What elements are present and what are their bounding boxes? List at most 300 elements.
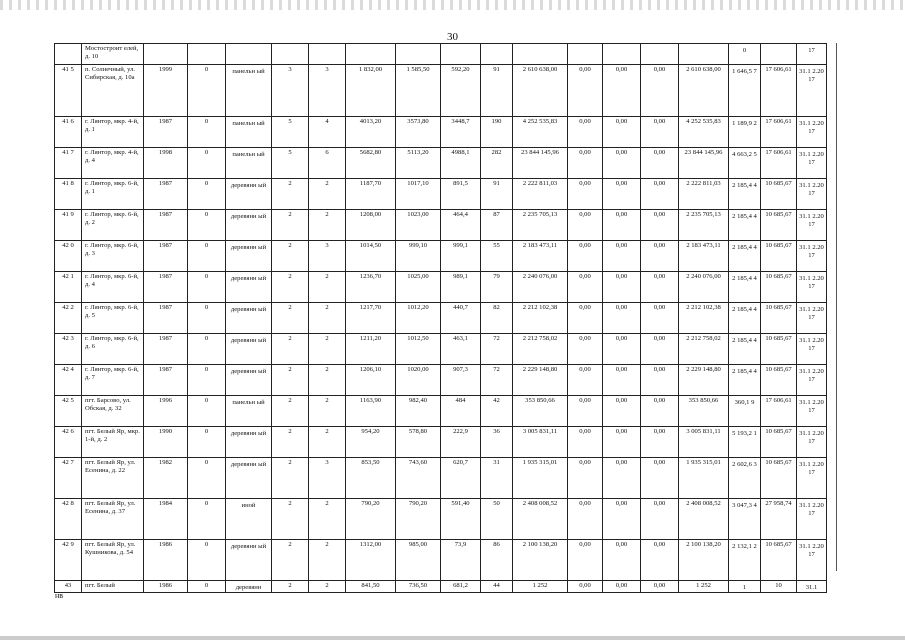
cell-total-area: 1206,10 <box>346 365 396 396</box>
cell-unit-cost: 2 185,4 4 <box>729 272 761 303</box>
cell-entrances: 2 <box>309 365 346 396</box>
cell-total-area: 4013,20 <box>346 117 396 148</box>
cell-cost-fund: 0,00 <box>568 499 603 540</box>
cell-total-cost: 2 222 811,03 <box>513 179 568 210</box>
cell-residential-area: 1017,10 <box>396 179 441 210</box>
cell-total-cost: 4 252 535,83 <box>513 117 568 148</box>
cell-floors: 2 <box>272 458 309 499</box>
cell-cost-owners: 1 935 315,01 <box>679 458 729 499</box>
cell-row-number: 42 7 <box>55 458 82 499</box>
cell-unit-cost: 5 193,2 1 <box>729 427 761 458</box>
cell-total-cost: 3 005 831,11 <box>513 427 568 458</box>
cell-address: пгт. Барсово, ул. Обская, д. 32 <box>82 396 144 427</box>
cell-residential-area: 1 585,50 <box>396 65 441 117</box>
cell-cost-local: 0,00 <box>641 303 679 334</box>
cell-year: 1999 <box>144 65 188 117</box>
cell-cost-owners: 3 005 831,11 <box>679 427 729 458</box>
cell-year: 1987 <box>144 117 188 148</box>
cell-area-3: 3448,7 <box>441 117 481 148</box>
cell-floors: 2 <box>272 303 309 334</box>
cell-wall-material <box>226 44 272 65</box>
cell-area-3: 463,1 <box>441 334 481 365</box>
cell-cost-local: 0,00 <box>641 210 679 241</box>
cell-residents: 44 <box>481 581 513 593</box>
cell-wall-material: деревянн ый <box>226 303 272 334</box>
cell-floors: 2 <box>272 499 309 540</box>
cell-unit-cost: 2 132,1 2 <box>729 540 761 581</box>
cell-total-area: 1014,50 <box>346 241 396 272</box>
table-row <box>55 148 827 179</box>
cell-residential-area: 999,10 <box>396 241 441 272</box>
cell-max-unit-cost: 10 685,67 <box>761 365 797 396</box>
cell-col3: 0 <box>188 540 226 581</box>
cell-cost-fund: 0,00 <box>568 427 603 458</box>
cell-total-area: 1236,70 <box>346 272 396 303</box>
cell-max-unit-cost: 10 685,67 <box>761 241 797 272</box>
cell-cost-owners: 2 222 811,03 <box>679 179 729 210</box>
cell-year: 1982 <box>144 458 188 499</box>
cell-residential-area: 1023,00 <box>396 210 441 241</box>
table-margin-column <box>822 43 837 571</box>
cell-cost-local: 0,00 <box>641 65 679 117</box>
cell-entrances: 3 <box>309 458 346 499</box>
cell-max-unit-cost: 10 685,67 <box>761 272 797 303</box>
cell-cost-region: 0,00 <box>603 117 641 148</box>
cell-max-unit-cost: 10 685,67 <box>761 334 797 365</box>
cell-residents: 87 <box>481 210 513 241</box>
cell-col3: 0 <box>188 396 226 427</box>
cell-row-number: 42 9 <box>55 540 82 581</box>
table-row <box>55 365 827 396</box>
cell-entrances: 2 <box>309 499 346 540</box>
cell-floors: 2 <box>272 334 309 365</box>
cell-cost-fund: 0,00 <box>568 148 603 179</box>
cell-completion-date: 31.1 2.20 17 <box>797 117 827 148</box>
cell-cost-owners: 23 844 145,96 <box>679 148 729 179</box>
cell-cost-region: 0,00 <box>603 334 641 365</box>
cell-total-cost: 2 610 638,00 <box>513 65 568 117</box>
cell-residents: 91 <box>481 65 513 117</box>
cell-max-unit-cost: 17 606,61 <box>761 148 797 179</box>
cell-entrances: 2 <box>309 303 346 334</box>
cell-cost-local: 0,00 <box>641 241 679 272</box>
cell-area-3: 73,9 <box>441 540 481 581</box>
cell-residents: 82 <box>481 303 513 334</box>
cell-entrances: 2 <box>309 334 346 365</box>
cell-row-number: 41 7 <box>55 148 82 179</box>
cell-max-unit-cost: 10 <box>761 581 797 593</box>
cell-row-number: 41 5 <box>55 65 82 117</box>
cell-completion-date: 31.1 2.20 17 <box>797 458 827 499</box>
table-row <box>55 581 827 593</box>
cell-cost-local <box>641 44 679 65</box>
cell-residential-area: 743,60 <box>396 458 441 499</box>
table-row <box>55 65 827 117</box>
cell-cost-owners: 2 100 138,20 <box>679 540 729 581</box>
cell-row-number: 43 <box>55 581 82 593</box>
cell-area-3: 484 <box>441 396 481 427</box>
cell-completion-date: 31.1 2.20 17 <box>797 303 827 334</box>
cell-cost-local: 0,00 <box>641 272 679 303</box>
cell-cost-fund: 0,00 <box>568 581 603 593</box>
cell-wall-material: панельн ый <box>226 148 272 179</box>
cell-col3: 0 <box>188 272 226 303</box>
cell-row-number: 41 8 <box>55 179 82 210</box>
cell-cost-fund: 0,00 <box>568 334 603 365</box>
cell-cost-local: 0,00 <box>641 581 679 593</box>
cell-total-cost: 2 100 138,20 <box>513 540 568 581</box>
cell-wall-material: деревянн ый <box>226 241 272 272</box>
cell-entrances: 2 <box>309 272 346 303</box>
cell-address: г. Лянтор, мкр. 4-й, д. 4 <box>82 148 144 179</box>
cell-row-number: 42 8 <box>55 499 82 540</box>
cell-residential-area: 1012,20 <box>396 303 441 334</box>
cell-residential-area: 3573,80 <box>396 117 441 148</box>
cell-cost-region: 0,00 <box>603 241 641 272</box>
cell-area-3: 464,4 <box>441 210 481 241</box>
cell-cost-owners: 2 212 102,38 <box>679 303 729 334</box>
cell-max-unit-cost: 17 606,61 <box>761 117 797 148</box>
cell-residential-area: 5113,20 <box>396 148 441 179</box>
scan-edge-bottom <box>0 636 905 640</box>
cell-col3: 0 <box>188 334 226 365</box>
cell-cost-region <box>603 44 641 65</box>
cell-entrances: 4 <box>309 117 346 148</box>
cell-unit-cost: 2 185,4 4 <box>729 179 761 210</box>
cell-cost-local: 0,00 <box>641 179 679 210</box>
cell-address: п. Солнечный, ул. Сибирская, д. 10а <box>82 65 144 117</box>
cell-wall-material: деревянн <box>226 581 272 593</box>
cell-cost-region: 0,00 <box>603 581 641 593</box>
cell-residential-area: 1020,00 <box>396 365 441 396</box>
cell-max-unit-cost: 17 606,61 <box>761 396 797 427</box>
cell-total-cost: 353 850,66 <box>513 396 568 427</box>
cell-year: 1996 <box>144 396 188 427</box>
cell-total-area <box>346 44 396 65</box>
cell-cost-owners: 2 235 705,13 <box>679 210 729 241</box>
cell-max-unit-cost <box>761 44 797 65</box>
cell-total-cost: 2 183 473,11 <box>513 241 568 272</box>
cell-floors: 5 <box>272 117 309 148</box>
cell-max-unit-cost: 17 606,61 <box>761 65 797 117</box>
cell-row-number: 42 3 <box>55 334 82 365</box>
cell-address: пгт. Белый <box>82 581 144 593</box>
cell-residents: 86 <box>481 540 513 581</box>
cell-unit-cost: 2 185,4 4 <box>729 334 761 365</box>
cell-residential-area: 578,80 <box>396 427 441 458</box>
cell-address: пгт. Белый Яр, ул. Есенина, д. 22 <box>82 458 144 499</box>
cell-year <box>144 44 188 65</box>
cell-cost-local: 0,00 <box>641 334 679 365</box>
cell-address: г. Лянтор, мкр. 6-й, д. 6 <box>82 334 144 365</box>
cell-total-area: 1187,70 <box>346 179 396 210</box>
cell-total-area: 841,50 <box>346 581 396 593</box>
cell-row-number: 41 9 <box>55 210 82 241</box>
cell-row-number: 42 6 <box>55 427 82 458</box>
cell-floors: 2 <box>272 241 309 272</box>
cell-max-unit-cost: 27 958,74 <box>761 499 797 540</box>
cell-residents: 55 <box>481 241 513 272</box>
cell-year: 1990 <box>144 427 188 458</box>
cell-cost-fund: 0,00 <box>568 303 603 334</box>
cell-cost-fund: 0,00 <box>568 210 603 241</box>
cell-col3: 0 <box>188 427 226 458</box>
cell-unit-cost: 2 185,4 4 <box>729 303 761 334</box>
cell-entrances: 2 <box>309 581 346 593</box>
cell-address: пгт. Белый Яр, ул. Кушникова, д. 54 <box>82 540 144 581</box>
cell-address: г. Лянтор, мкр. 6-й, д. 4 <box>82 272 144 303</box>
cell-total-cost: 2 240 076,00 <box>513 272 568 303</box>
cell-total-cost: 23 844 145,96 <box>513 148 568 179</box>
cell-residents: 31 <box>481 458 513 499</box>
cell-completion-date: 31.1 2.20 17 <box>797 334 827 365</box>
cell-entrances: 3 <box>309 241 346 272</box>
cell-unit-cost: 0 <box>729 44 761 65</box>
cell-unit-cost: 2 602,6 3 <box>729 458 761 499</box>
cell-total-cost: 1 935 315,01 <box>513 458 568 499</box>
cell-wall-material: деревянн ый <box>226 210 272 241</box>
cell-max-unit-cost: 10 685,67 <box>761 540 797 581</box>
cell-residents <box>481 44 513 65</box>
cell-entrances: 2 <box>309 179 346 210</box>
cell-year: 1987 <box>144 334 188 365</box>
cell-cost-fund: 0,00 <box>568 272 603 303</box>
cell-total-area: 1163,90 <box>346 396 396 427</box>
cell-total-area: 853,50 <box>346 458 396 499</box>
cell-cost-fund <box>568 44 603 65</box>
cell-cost-owners: 2 229 148,80 <box>679 365 729 396</box>
cell-area-3: 222,9 <box>441 427 481 458</box>
cell-wall-material: деревянн ый <box>226 427 272 458</box>
cell-total-cost: 1 252 <box>513 581 568 593</box>
cell-floors <box>272 44 309 65</box>
cell-cost-region: 0,00 <box>603 148 641 179</box>
cell-col3: 0 <box>188 65 226 117</box>
table-row <box>55 241 827 272</box>
cell-year: 1987 <box>144 179 188 210</box>
cell-completion-date: 31.1 2.20 17 <box>797 65 827 117</box>
cell-cost-local: 0,00 <box>641 540 679 581</box>
cell-max-unit-cost: 10 685,67 <box>761 458 797 499</box>
cell-total-cost: 2 229 148,80 <box>513 365 568 396</box>
cell-completion-date: 31.1 2.20 17 <box>797 210 827 241</box>
table-row <box>55 210 827 241</box>
cell-completion-date: 17 <box>797 44 827 65</box>
cell-address: Мостостроит елей, д. 10 <box>82 44 144 65</box>
cell-cost-local: 0,00 <box>641 458 679 499</box>
cell-cost-owners: 353 850,66 <box>679 396 729 427</box>
cell-area-3: 907,3 <box>441 365 481 396</box>
table-row <box>55 427 827 458</box>
cell-entrances <box>309 44 346 65</box>
cell-total-cost <box>513 44 568 65</box>
cell-floors: 2 <box>272 396 309 427</box>
cell-cost-region: 0,00 <box>603 499 641 540</box>
cell-completion-date: 31.1 2.20 17 <box>797 427 827 458</box>
table-row <box>55 117 827 148</box>
cell-area-3: 989,1 <box>441 272 481 303</box>
cell-address: пгт. Белый Яр, ул. Есенина, д. 37 <box>82 499 144 540</box>
cell-total-cost: 2 212 102,38 <box>513 303 568 334</box>
cell-entrances: 2 <box>309 540 346 581</box>
cell-floors: 2 <box>272 179 309 210</box>
cell-col3 <box>188 44 226 65</box>
cell-total-area: 1 832,00 <box>346 65 396 117</box>
cell-cost-owners: 1 252 <box>679 581 729 593</box>
cell-cost-owners: 2 408 008,52 <box>679 499 729 540</box>
cell-entrances: 3 <box>309 65 346 117</box>
cell-area-3: 620,7 <box>441 458 481 499</box>
cell-completion-date: 31.1 2.20 17 <box>797 365 827 396</box>
cell-address: г. Лянтор, мкр. 6-й, д. 5 <box>82 303 144 334</box>
cell-entrances: 2 <box>309 396 346 427</box>
cell-total-area: 954,20 <box>346 427 396 458</box>
cell-residential-area: 1025,00 <box>396 272 441 303</box>
cell-residential-area: 1012,50 <box>396 334 441 365</box>
cell-col3: 0 <box>188 499 226 540</box>
table-row <box>55 458 827 499</box>
cell-cost-local: 0,00 <box>641 117 679 148</box>
cell-row-number: 41 6 <box>55 117 82 148</box>
cell-cost-owners: 2 183 473,11 <box>679 241 729 272</box>
table-row <box>55 179 827 210</box>
page-number: 30 <box>447 31 458 43</box>
cell-year: 1986 <box>144 581 188 593</box>
cell-floors: 2 <box>272 365 309 396</box>
cell-floors: 2 <box>272 427 309 458</box>
cell-max-unit-cost: 10 685,67 <box>761 303 797 334</box>
cell-year: 1998 <box>144 148 188 179</box>
cell-area-3: 891,5 <box>441 179 481 210</box>
cell-address: г. Лянтор, мкр. 6-й, д. 3 <box>82 241 144 272</box>
cell-wall-material: панельн ый <box>226 117 272 148</box>
cell-max-unit-cost: 10 685,67 <box>761 210 797 241</box>
cell-residents: 72 <box>481 334 513 365</box>
cell-wall-material: панельн ый <box>226 396 272 427</box>
cell-wall-material: деревянн ый <box>226 458 272 499</box>
cell-unit-cost: 1 <box>729 581 761 593</box>
cell-address: г. Лянтор, мкр. 4-й, д. 1 <box>82 117 144 148</box>
housing-register-table <box>54 43 827 593</box>
cell-completion-date: 31.1 2.20 17 <box>797 396 827 427</box>
cell-year: 1984 <box>144 499 188 540</box>
cell-floors: 5 <box>272 148 309 179</box>
cell-residents: 36 <box>481 427 513 458</box>
cell-unit-cost: 1 189,9 2 <box>729 117 761 148</box>
cell-total-area: 1312,00 <box>346 540 396 581</box>
cell-residential-area: 790,20 <box>396 499 441 540</box>
cell-floors: 2 <box>272 272 309 303</box>
cell-cost-fund: 0,00 <box>568 179 603 210</box>
cell-year: 1987 <box>144 303 188 334</box>
cell-col3: 0 <box>188 303 226 334</box>
cell-cost-fund: 0,00 <box>568 458 603 499</box>
cell-residents: 79 <box>481 272 513 303</box>
cell-residents: 42 <box>481 396 513 427</box>
cell-cost-fund: 0,00 <box>568 241 603 272</box>
cell-area-3: 440,7 <box>441 303 481 334</box>
table-row <box>55 396 827 427</box>
cell-cost-region: 0,00 <box>603 458 641 499</box>
cell-unit-cost: 2 185,4 4 <box>729 365 761 396</box>
cell-cost-local: 0,00 <box>641 148 679 179</box>
cell-year: 1987 <box>144 241 188 272</box>
cell-row-number <box>55 44 82 65</box>
cell-total-area: 5682,80 <box>346 148 396 179</box>
cell-cost-fund: 0,00 <box>568 65 603 117</box>
cell-year: 1987 <box>144 210 188 241</box>
cell-wall-material: деревянн ый <box>226 540 272 581</box>
cell-wall-material: деревянн ый <box>226 365 272 396</box>
table-row <box>55 272 827 303</box>
cell-residential-area: 982,40 <box>396 396 441 427</box>
cell-wall-material: иной <box>226 499 272 540</box>
cell-residents: 282 <box>481 148 513 179</box>
cell-residential-area <box>396 44 441 65</box>
cell-col3: 0 <box>188 117 226 148</box>
cell-cost-region: 0,00 <box>603 272 641 303</box>
cell-cost-fund: 0,00 <box>568 365 603 396</box>
cell-address: г. Лянтор, мкр. 6-й, д. 7 <box>82 365 144 396</box>
cell-cost-fund: 0,00 <box>568 540 603 581</box>
cell-year: 1987 <box>144 272 188 303</box>
table-row <box>55 499 827 540</box>
cell-address: г. Лянтор, мкр. 6-й, д. 1 <box>82 179 144 210</box>
cell-residential-area: 985,00 <box>396 540 441 581</box>
cell-cost-region: 0,00 <box>603 540 641 581</box>
cell-row-number: 42 0 <box>55 241 82 272</box>
cell-area-3: 591,40 <box>441 499 481 540</box>
cell-residents: 91 <box>481 179 513 210</box>
table-row <box>55 44 827 65</box>
cell-max-unit-cost: 10 685,67 <box>761 427 797 458</box>
cell-completion-date: 31.1 2.20 17 <box>797 179 827 210</box>
cell-residents: 190 <box>481 117 513 148</box>
cell-address: пгт. Белый Яр, мкр. 1-й, д. 2 <box>82 427 144 458</box>
cell-completion-date: 31.1 <box>797 581 827 593</box>
cell-cost-region: 0,00 <box>603 427 641 458</box>
cell-address: г. Лянтор, мкр. 6-й, д. 2 <box>82 210 144 241</box>
cell-max-unit-cost: 10 685,67 <box>761 179 797 210</box>
cell-floors: 2 <box>272 581 309 593</box>
cell-cost-region: 0,00 <box>603 179 641 210</box>
cell-col3: 0 <box>188 241 226 272</box>
cell-floors: 2 <box>272 540 309 581</box>
cell-col3: 0 <box>188 210 226 241</box>
cell-cost-owners: 2 240 076,00 <box>679 272 729 303</box>
cell-col3: 0 <box>188 365 226 396</box>
cell-year: 1986 <box>144 540 188 581</box>
cell-col3: 0 <box>188 458 226 499</box>
cell-cost-local: 0,00 <box>641 396 679 427</box>
cell-year: 1987 <box>144 365 188 396</box>
cell-cost-fund: 0,00 <box>568 117 603 148</box>
cell-floors: 3 <box>272 65 309 117</box>
cell-cost-region: 0,00 <box>603 65 641 117</box>
cell-total-area: 1211,20 <box>346 334 396 365</box>
cell-unit-cost: 4 663,2 5 <box>729 148 761 179</box>
cell-total-area: 1208,00 <box>346 210 396 241</box>
cell-area-3: 4988,1 <box>441 148 481 179</box>
cell-cost-local: 0,00 <box>641 499 679 540</box>
cell-total-cost: 2 408 008,52 <box>513 499 568 540</box>
cell-entrances: 6 <box>309 148 346 179</box>
cell-cost-owners: 4 252 535,83 <box>679 117 729 148</box>
cell-cost-fund: 0,00 <box>568 396 603 427</box>
table-row <box>55 540 827 581</box>
cell-cost-region: 0,00 <box>603 365 641 396</box>
cell-cost-owners: 2 212 758,02 <box>679 334 729 365</box>
